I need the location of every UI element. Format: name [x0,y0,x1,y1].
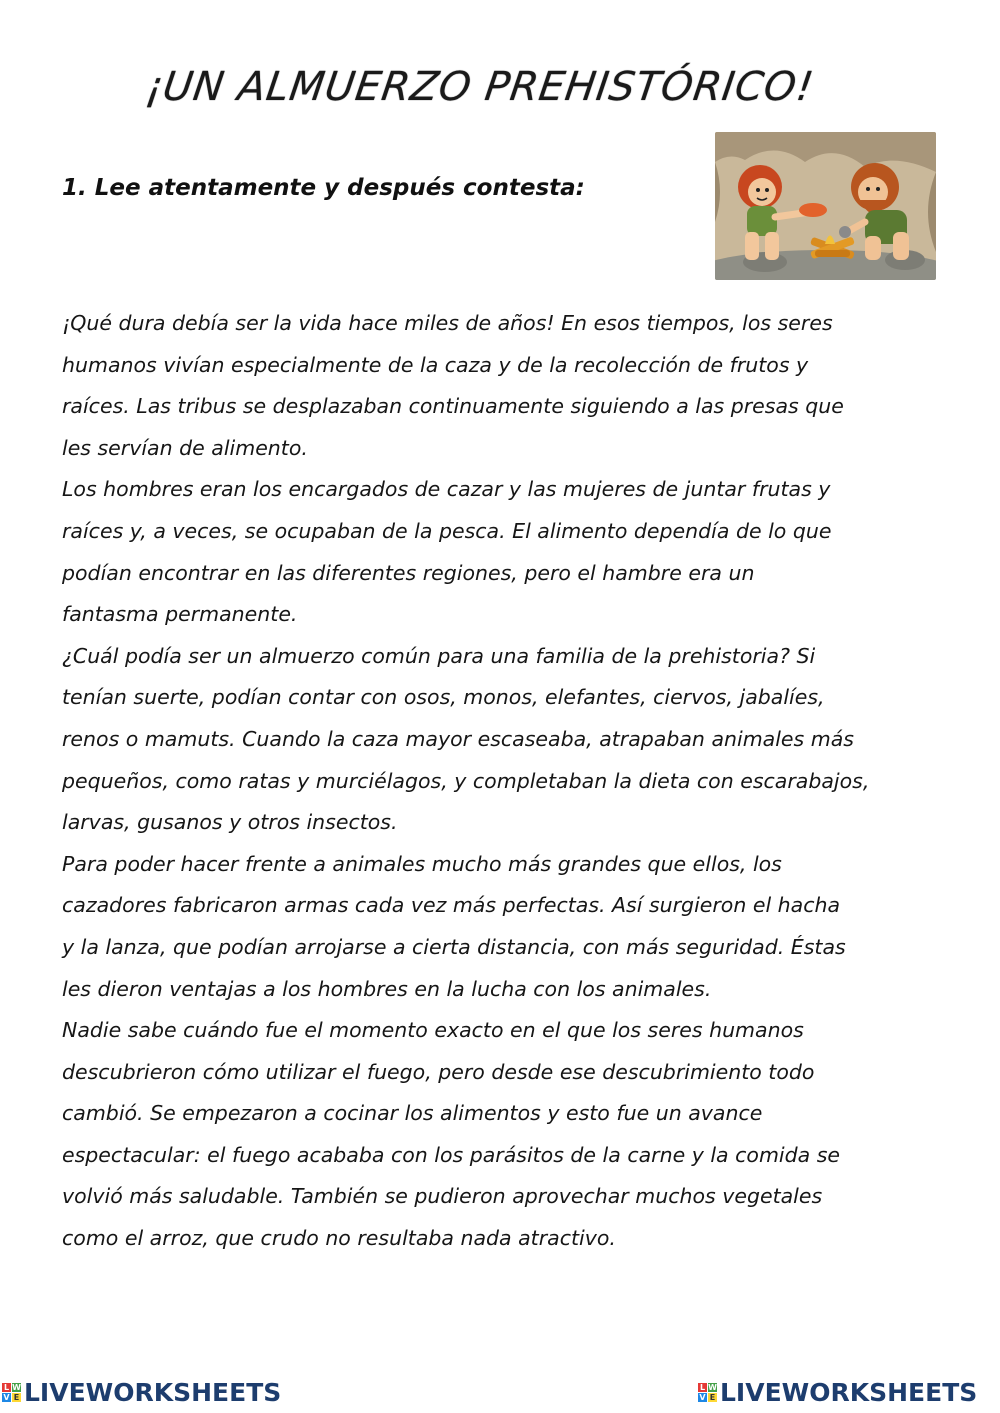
text-line: les dieron ventajas a los hombres en la lucha con los animales. [62,976,712,1001]
liveworksheets-mark-icon [698,1383,717,1402]
text-line: descubrieron cómo utilizar el fuego, pero desde ese descubrimiento todo [62,1059,815,1084]
liveworksheets-logo[interactable] [698,1378,977,1407]
text-line: Los hombres eran los encargados de cazar y las mujeres de juntar frutas y [62,477,831,502]
text-line: y la lanza, que podían arrojarse a cierta distancia, con más seguridad. Éstas [62,934,846,959]
liveworksheets-mark-icon [2,1383,21,1402]
text-line: podían encontrar en las diferentes regiones, pero el hambre era un [62,560,755,585]
logo-mark-letter: E [13,1393,20,1402]
logo-mark-letter: V [3,1393,10,1402]
text-line: raíces y, a veces, se ocupaban de la pesca. El alimento dependía de lo que [62,518,832,543]
logo-mark-letter: E [709,1393,716,1402]
text-line: fantasma permanente. [62,602,298,627]
logo-mark-letter: V [699,1393,706,1402]
text-line: renos o mamuts. Cuando la caza mayor escaseaba, atrapaban animales más [62,726,854,751]
text-line: pequeños, como ratas y murciélagos, y completaban la dieta con escarabajos, [62,768,870,793]
text-line: tenían suerte, podían contar con osos, monos, elefantes, ciervos, jabalíes, [62,685,825,710]
text-line: ¡Qué dura debía ser la vida hace miles de años! En esos tiempos, los seres [62,311,833,335]
logo-text: LIVEWORKSHEETS [720,1378,978,1407]
paragraph [62,844,947,1010]
text-line: espectacular: el fuego acababa con los parásitos de la carne y la comida se [62,1142,840,1167]
paragraph [62,469,947,635]
caveman-family-cooking-illustration [715,132,936,280]
text-line: larvas, gusanos y otros insectos. [62,810,398,835]
instruction-heading: 1. Lee atentamente y después contesta: [62,175,585,201]
text-line: les servían de alimento. [62,435,308,460]
logo-mark-letter: W [708,1383,717,1392]
text-line: ¿Cuál podía ser un almuerzo común para una familia de la prehistoria? Si [62,643,816,668]
logo-mark-letter: W [12,1383,21,1392]
text-line: humanos vivían especialmente de la caza y de la recolección de frutos y [62,352,809,377]
paragraph [62,1010,947,1260]
paragraph [62,636,947,844]
text-line: raíces. Las tribus se desplazaban continuamente siguiendo a las presas que [62,394,844,419]
text-line: cambió. Se empezaron a cocinar los alimentos y esto fue un avance [62,1101,763,1126]
paragraph [62,303,947,469]
reading-text [62,303,947,1260]
logo-mark-letter: L [3,1383,10,1392]
text-line: cazadores fabricaron armas cada vez más perfectas. Así surgieron el hacha [62,893,841,918]
logo-mark-letter: L [699,1383,706,1392]
text-line: volvió más saludable. También se pudieron aprovechar muchos vegetales [62,1184,823,1209]
text-line: Para poder hacer frente a animales mucho más grandes que ellos, los [62,851,782,876]
page-title: ¡UN ALMUERZO PREHISTÓRICO! [143,64,817,110]
text-line: Nadie sabe cuándo fue el momento exacto en el que los seres humanos [62,1018,804,1043]
text-line: como el arroz, que crudo no resultaba nada atractivo. [62,1226,616,1251]
logo-text: LIVEWORKSHEETS [24,1378,282,1407]
liveworksheets-logo[interactable] [2,1378,281,1407]
